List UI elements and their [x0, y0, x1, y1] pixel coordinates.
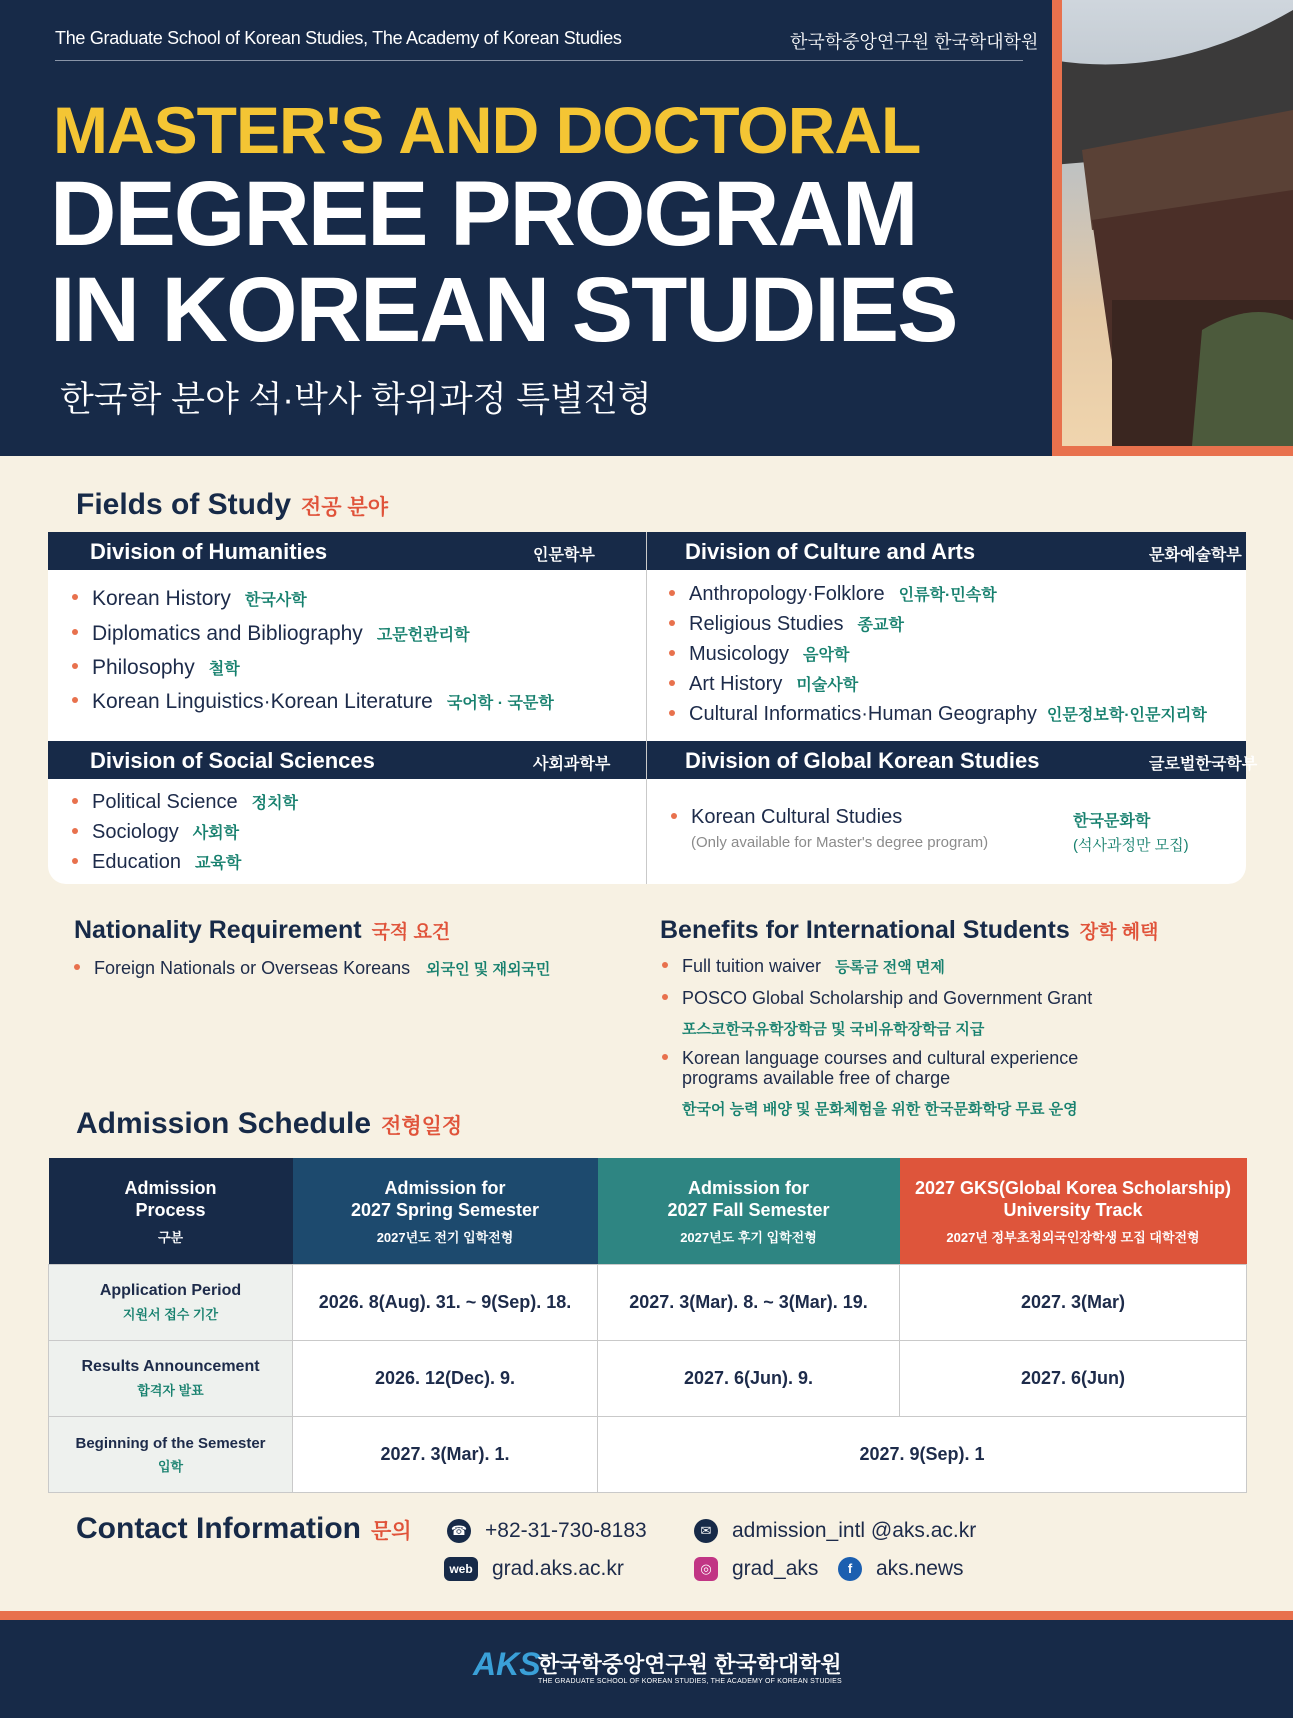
- global-name-kr: 글로벌한국학부: [1149, 756, 1258, 773]
- social-name-kr: 사회과학부: [533, 756, 611, 773]
- contact-heading: [76, 1512, 412, 1546]
- title-line-2: DEGREE PROGRAM: [50, 163, 917, 265]
- social-bar: [48, 741, 646, 779]
- schedule-title-kr: 전형일정: [381, 1115, 463, 1138]
- list-item: Korean History 한국사학: [72, 587, 307, 611]
- footer-stripe: [0, 1611, 1293, 1620]
- contact-instagram[interactable]: ◎ grad_aks: [694, 1557, 818, 1581]
- fields-title-kr: 전공 분야: [301, 496, 388, 519]
- instagram-icon: ◎: [694, 1557, 718, 1581]
- list-item: Korean Linguistics·Korean Literature 국어학 · 국문학: [72, 690, 554, 714]
- global-bar: [647, 741, 1258, 779]
- culture-name-kr: 문화예술학부: [1149, 547, 1242, 564]
- global-item-note: (Only available for Master's degree program): [691, 834, 989, 851]
- fields-heading: [76, 488, 388, 522]
- list-item: Musicology 음악학: [669, 642, 849, 666]
- contact-facebook[interactable]: f aks.news: [838, 1557, 964, 1581]
- temple-roof-illustration: [1052, 0, 1293, 446]
- benefit-item-2: POSCO Global Scholarship and Government Grant: [662, 988, 1092, 1009]
- contact-title-kr: 문의: [371, 1520, 412, 1543]
- list-item: Cultural Informatics·Human Geography 인문정보학·인문지리학: [669, 702, 1207, 726]
- benefit-item-3-line2: programs available free of charge: [682, 1068, 951, 1088]
- humanities-name-kr: 인문학부: [533, 547, 595, 564]
- global-item-kr: 한국문화학: [1073, 813, 1151, 830]
- benefit-item-2-kr: 포스코한국유학장학금 및 국비유학장학금 지급: [682, 1021, 985, 1038]
- fields-divider: [646, 532, 647, 884]
- list-item: Religious Studies 종교학: [669, 612, 904, 636]
- table-row: Application Period 지원서 접수 기간 2026. 8(Aug). 31. ~ 9(Sep). 18. 2027. 3(Mar). 8. ~ 3(Mar). 19. 2027. 3(Mar): [49, 1265, 1247, 1341]
- title-line-3: IN KOREAN STUDIES: [50, 259, 957, 361]
- contact-phone[interactable]: ☎ +82-31-730-8183: [447, 1519, 647, 1543]
- header-gks: 2027 GKS(Global Korea Scholarship) University Track 2027년 정부초청외국인장학생 모집 대학전형: [900, 1158, 1247, 1265]
- list-item: Diplomatics and Bibliography 고문헌관리학: [72, 622, 470, 646]
- nationality-heading: [74, 916, 450, 945]
- schedule-title: Admission Schedule: [76, 1107, 372, 1140]
- schedule-heading: [76, 1107, 462, 1141]
- benefit-item-3-kr: 한국어 능력 배양 및 문화체험을 위한 한국문화학당 무료 운영: [682, 1101, 1078, 1118]
- global-name: Division of Global Korean Studies: [685, 748, 1040, 773]
- phone-icon: ☎: [447, 1519, 471, 1543]
- list-item: Anthropology·Folklore 인류학·민속학: [669, 582, 997, 606]
- nationality-title-kr: 국적 요건: [371, 922, 451, 943]
- fields-box: [48, 532, 1258, 884]
- fields-title: Fields of Study: [76, 488, 292, 521]
- nationality-item: Foreign Nationals or Overseas Koreans 외국인 및 재외국민: [74, 958, 550, 979]
- subtitle-kr: 한국학 분야 석·박사 학위과정 특별전형: [60, 380, 652, 419]
- humanities-name: Division of Humanities: [90, 539, 328, 564]
- social-name: Division of Social Sciences: [90, 748, 375, 773]
- facebook-icon: f: [838, 1557, 862, 1581]
- culture-bar: [647, 532, 1246, 570]
- list-item: Political Science 정치학: [72, 790, 298, 814]
- culture-name: Division of Culture and Arts: [685, 539, 976, 564]
- photo-accent-left: [1052, 0, 1062, 456]
- humanities-bar: [48, 532, 646, 570]
- contact-title: Contact Information: [76, 1512, 361, 1545]
- nationality-title: Nationality Requirement: [74, 916, 362, 944]
- title-line-1: MASTER'S AND DOCTORAL: [53, 93, 921, 167]
- institution-name-en: The Graduate School of Korean Studies, The Academy of Korean Studies: [55, 28, 622, 48]
- global-item-note-kr: (석사과정만 모집): [1073, 837, 1189, 854]
- temple-roof-photo: [1052, 0, 1293, 446]
- list-item: Education 교육학: [72, 850, 241, 874]
- list-item: Sociology 사회학: [72, 820, 239, 844]
- institution-name-kr: 한국학중앙연구원 한국학대학원: [790, 32, 1039, 52]
- table-row: Beginning of the Semester 입학 2027. 3(Mar). 1. 2027. 9(Sep). 1: [49, 1417, 1247, 1493]
- contact-web[interactable]: web grad.aks.ac.kr: [444, 1557, 624, 1581]
- header-divider: [55, 60, 1023, 61]
- aks-logo-mark: AKS: [473, 1646, 541, 1682]
- photo-accent-bottom: [1052, 446, 1293, 456]
- benefits-heading: [660, 916, 1158, 945]
- footer-logo-kr: 한국학중앙연구원 한국학대학원: [538, 1652, 842, 1677]
- benefit-item-3: Korean language courses and cultural experience: [662, 1048, 1078, 1069]
- benefit-item-1: Full tuition waiver 등록금 전액 면제: [662, 956, 945, 977]
- footer-logo-en: THE GRADUATE SCHOOL OF KOREAN STUDIES, THE ACADEMY OF KOREAN STUDIES: [538, 1678, 842, 1685]
- web-icon: web: [444, 1557, 478, 1581]
- header-process: Admission Process 구분: [49, 1158, 293, 1265]
- email-icon: ✉: [694, 1519, 718, 1543]
- header-fall: Admission for 2027 Fall Semester 2027년도 후기 입학전형: [598, 1158, 900, 1265]
- header-spring: Admission for 2027 Spring Semester 2027년도 전기 입학전형: [293, 1158, 598, 1265]
- list-item: Philosophy 철학: [72, 656, 240, 680]
- schedule-table: [48, 1158, 1246, 1493]
- contact-email[interactable]: ✉ admission_intl @aks.ac.kr: [694, 1519, 976, 1543]
- benefits-title: Benefits for International Students: [660, 916, 1070, 944]
- global-item: Korean Cultural Studies: [671, 806, 902, 829]
- benefits-title-kr: 장학 혜택: [1079, 922, 1159, 943]
- table-row: Results Announcement 합격자 발표 2026. 12(Dec). 9. 2027. 6(Jun). 9. 2027. 6(Jun): [49, 1341, 1247, 1417]
- list-item: Art History 미술사학: [669, 672, 858, 696]
